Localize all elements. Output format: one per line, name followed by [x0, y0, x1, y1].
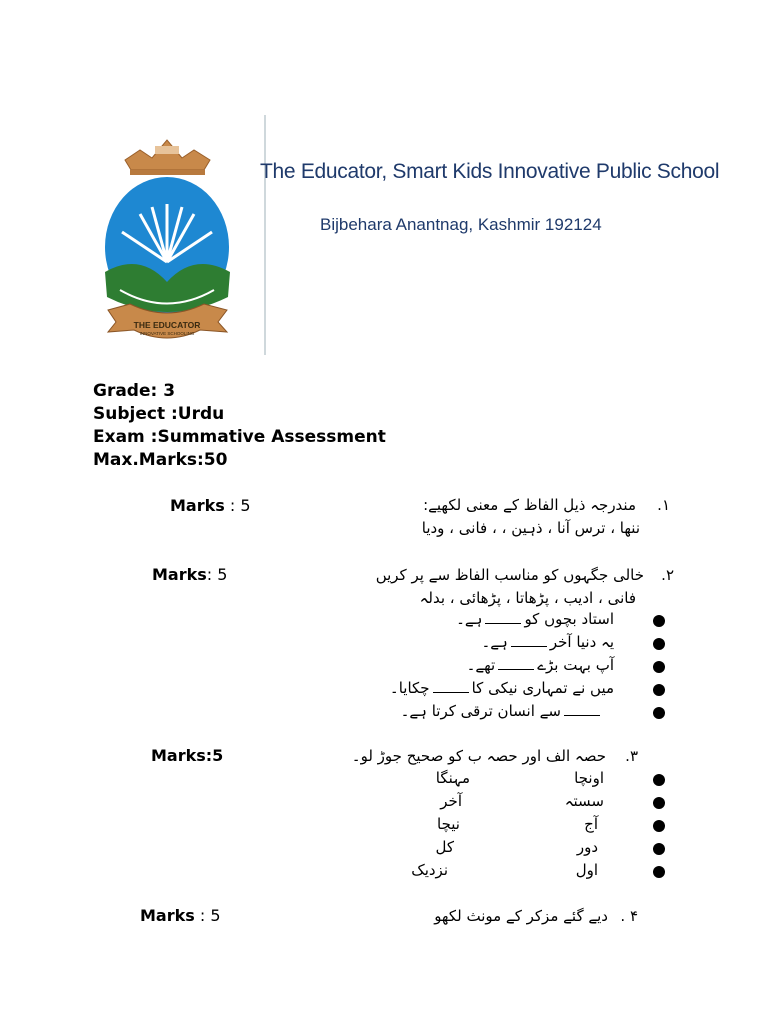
q1-number: ۱.: [657, 496, 670, 514]
school-address: Bijbehara Anantnag, Kashmir 192124: [320, 215, 602, 234]
blank-line: [498, 668, 534, 670]
q2-marks: Marks: 5: [152, 565, 228, 584]
list-item: آپ بہت بڑےتھے۔: [466, 656, 614, 674]
bullet: [653, 707, 665, 719]
blank-line: [485, 622, 521, 624]
list-item: میں نے تمہاری نیکی کاچکایا۔: [389, 679, 614, 697]
q2-words: فانی ، ادیب ، پڑھاتا ، پڑھائی ، بدلہ: [419, 589, 636, 607]
pair-a: اول: [575, 861, 598, 879]
q4-title: دیے گئے مزکر کے مونث لکھو: [434, 907, 608, 925]
school-crest-icon: [100, 132, 235, 342]
q4-marks: Marks : 5: [140, 906, 221, 925]
header-divider: [264, 115, 266, 355]
bullet: [653, 866, 665, 878]
pair-b: آخر: [440, 792, 462, 810]
svg-text:THE EDUCATOR: THE EDUCATOR: [133, 320, 201, 330]
q2-title: خالی جگہوں کو مناسب الفاظ سے پر کریں: [375, 566, 644, 584]
list-item: استاد بچوں کوہے۔: [456, 610, 614, 628]
bullet: [653, 661, 665, 673]
pair-a: اونچا: [574, 769, 604, 787]
q3-number: ۳.: [625, 747, 638, 765]
q1-title: مندرجہ ذیل الفاظ کے معنی لکھیے:: [423, 496, 636, 514]
bullet: [653, 638, 665, 650]
list-item: یہ دنیا آخرہے۔: [481, 633, 614, 651]
blank-line: [564, 714, 600, 716]
q1-words: ننھا ، ترس آنا ، ذہین ، ، فانی ، ودیا: [421, 519, 640, 537]
q1-marks: Marks : 5: [170, 496, 251, 515]
subject-label: Subject :Urdu: [93, 404, 225, 424]
q3-marks: Marks:5: [151, 746, 224, 765]
pair-b: نیچا: [437, 815, 460, 833]
pair-a: آج: [584, 815, 598, 833]
svg-text:INNOVATIVE SCHOOLING: INNOVATIVE SCHOOLING: [139, 331, 195, 336]
list-item: سے انسان ترقی کرتا ہے۔: [401, 702, 603, 720]
blank-line: [511, 645, 547, 647]
q4-number: ۴ .: [620, 907, 638, 925]
bullet: [653, 843, 665, 855]
q2-number: ۲.: [661, 566, 674, 584]
bullet: [653, 774, 665, 786]
bullet: [653, 684, 665, 696]
pair-a: دور: [576, 838, 598, 856]
bullet: [653, 797, 665, 809]
pair-b: مہنگا: [435, 769, 470, 787]
pair-b: نزدیک: [411, 861, 448, 879]
grade-label: Grade: 3: [93, 381, 176, 401]
pair-b: کل: [435, 838, 454, 856]
bullet: [653, 820, 665, 832]
q3-title: حصہ الف اور حصہ ب کو صحیح جوڑ لو۔: [351, 747, 606, 765]
school-name: The Educator, Smart Kids Innovative Public School: [260, 160, 720, 183]
bullet: [653, 615, 665, 627]
max-marks-label: Max.Marks:50: [93, 450, 228, 470]
pair-a: سستہ: [564, 792, 604, 810]
exam-label: Exam :Summative Assessment: [93, 427, 386, 447]
blank-line: [433, 691, 469, 693]
